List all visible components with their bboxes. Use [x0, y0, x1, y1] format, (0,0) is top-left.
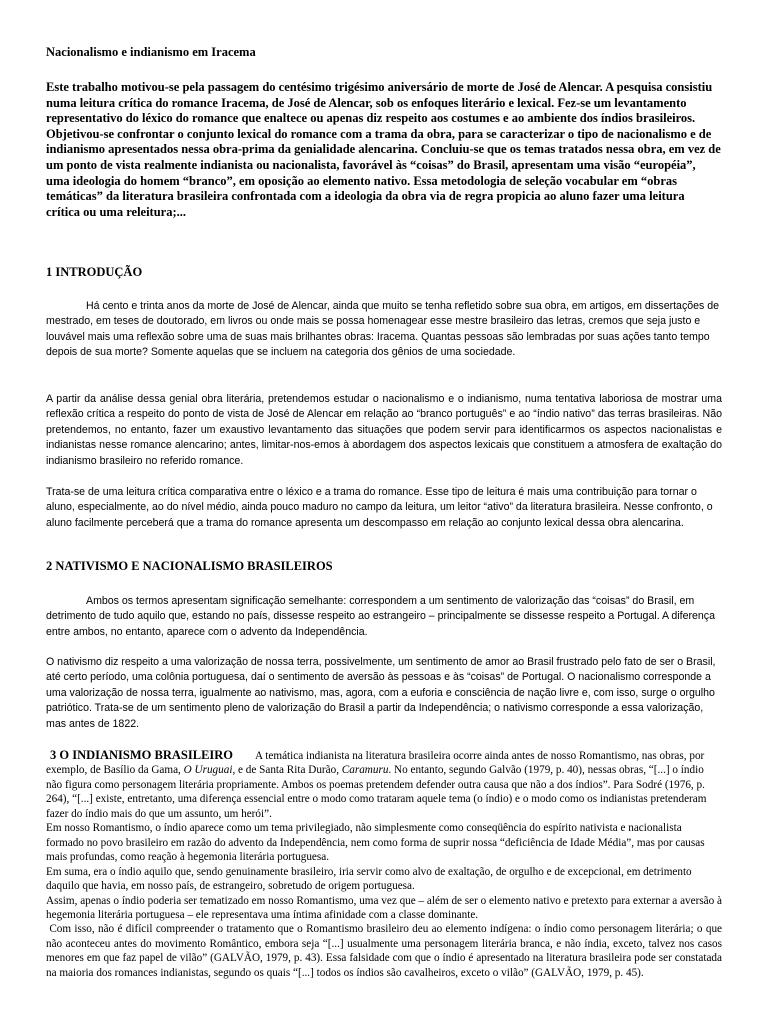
section-1-paragraph-2: A partir da análise dessa genial obra literária, pretendemos estudar o nacionalismo e o indianismo, numa tentativa laboriosa de mostrar uma reflexão crítica a respeito do ponto de vista de José de Alencar em relação ao “branco português” e ao “índio nativo” das terras brasileiras. Não pretendemos, no entanto, fazer um exaustivo levantamento das situações que podem servir para identificarmos os aspectos nacionalistas e indianistas nesse romance alencarino; antes, limitar-nos-emos à abordagem dos aspectos lexicais que constituem a atmosfera de exaltação do indianismo brasileiro no referido romance.	[46, 393, 722, 467]
section-2-heading: 2 NATIVISMO E NACIONALISMO BRASILEIROS	[46, 559, 333, 573]
document-title: Nacionalismo e indianismo em Iracema	[46, 45, 256, 59]
section-3-paragraph-4: Assim, apenas o índio poderia ser tematizado em nosso Romantismo, uma vez que – além de ser o elemento nativo e pretexto para externar a aversão à hegemonia literária portuguesa – ele representava uma íntima afinidade com a classe dominante.	[46, 894, 722, 921]
section-3-paragraph-3: Em suma, era o índio aquilo que, sendo genuinamente brasileiro, iria servir como alvo de exaltação, de orgulho e de excepcional, em detrimento daquilo que havia, em nosso país, de estrangeiro, sobretudo de origem portuguesa.	[46, 865, 692, 893]
section-3-paragraph-1: 3 O INDIANISMO BRASILEIRO A temática indianista na literatura brasileira ocorre ainda antes de nosso Romantismo, nas obras, por exemplo, de Basílio da Gama, O Uruguai, e de Santa Rita Durão, Caramuru. No entanto, segundo Galvão (1979, p. 40), nessas obras, “[...] o índio não figura como personagem literária propriamente. Ambos os poemas pretendem defender outra causa que não a dos índios”. Para Sodré (1976, p. 264), “[...] existe, entretanto, uma diferença essencial entre o modo como trataram aquele tema (o índio) e o modo como os indianistas pretenderam fazer do índio mais do que um assunto, um herói”.	[46, 748, 707, 820]
section-1-paragraph-1: Há cento e trinta anos da morte de José de Alencar, ainda que muito se tenha refletido sobre sua obra, em artigos, em dissertações de mestrado, em teses de doutorado, em livros ou onde mais se possa homenagear esse mestre brasileiro das letras, cremos que seja justo e louvável mais uma reflexão sobre uma de suas mais brilhantes obras: Iracema. Quantas pessoas são lembradas por suas ações tanto tempo depois de sua morte? Somente aquelas que se incluem na categoria dos gênios de uma sociedade.	[46, 300, 720, 359]
work-title-caramuru: Caramuru	[341, 764, 389, 777]
section-2-paragraph-2: O nativismo diz respeito a uma valorização de nossa terra, possivelmente, um sentimento de amor ao Brasil frustrado pelo fato de ser o Brasil, até certo período, uma colônia portuguesa, daí o sentimento de aversão às pessoas e às “coisas” de Portugal. O nacionalismo corresponde a uma valorização de nossa terra, igualmente ao nativismo, mas, agora, com a euforia e consciência de nação livre e, com isso, surge o orgulho patriótico. Trata-se de um sentimento pleno de valorização do Brasil a partir da Independência; o nativismo corresponde a essa valorização, mas antes de 1822.	[46, 656, 716, 730]
section-2-paragraph-1: Ambos os termos apresentam significação semelhante: correspondem a um sentimento de valorização das “coisas” do Brasil, em detrimento de tudo aquilo que, estando no país, dissesse respeito ao estrangeiro – principalmente se dissesse respeito a Portugal. A diferença entre ambos, no entanto, aparece com o advento da Independência.	[46, 595, 715, 638]
work-title-o-uruguai: O Uruguai	[183, 764, 233, 777]
section-1-paragraph-3: Trata-se de uma leitura crítica comparativa entre o léxico e a trama do romance. Esse tipo de leitura é mais uma contribuição para tornar o aluno, especialmente, ao do nível médio, ainda pouco maduro no campo da leitura, um leitor “ativo” da literatura brasileira. Nesse confronto, o aluno facilmente perceberá que a trama do romance apresenta um descompasso em relação ao conjunto lexical dessa obra alencarina.	[46, 486, 713, 529]
section-3	[46, 748, 725, 980]
section-3-heading: 3 O INDIANISMO BRASILEIRO	[50, 748, 234, 762]
abstract-paragraph: Este trabalho motivou-se pela passagem do centésimo trigésimo aniversário de morte de José de Alencar. A pesquisa consistiu numa leitura crítica do romance Iracema, de José de Alencar, sob os enfoques literário e lexical. Fez-se um levantamento representativo do léxico do romance que enaltece ou apenas diz respeito aos costumes e ao ambiente dos índios brasileiros. Objetivou-se confrontar o conjunto lexical do romance com a trama da obra, para se caracterizar o tipo de nacionalismo e de indianismo apresentados nessa obra-prima da genialidade alencarina. Concluiu-se que os temas tratados nessa obra, em vez de um ponto de vista realmente indianista ou nacionalista, favorável às “coisas” do Brasil, apresentam uma visão “européia”, uma ideologia do homem “branco”, em oposição ao elemento nativo. Essa metodologia de seleção vocabular em “obras temáticas” da literatura brasileira confrontada com a ideologia da obra via de regra propicia ao aluno fazer uma leitura crítica ou uma releitura;...	[46, 80, 721, 219]
section-3-paragraph-5: Com isso, não é difícil compreender o tratamento que o Romantismo brasileiro deu ao elemento indígena: o índio como personagem literária; o que não aconteceu antes do movimento Romântico, embora seja “[...] usualmente uma personagem literária branca, e não índia, exceto, talvez nos casos menores em que faz papel de vilão” (GALVÃO, 1979, p. 43). Essa falsidade com que o índio é apresentado na literatura brasileira pode ser constatada na maioria dos romances indianistas, segundo os quais “[...] todos os índios são cavalheiros, exceto o vilão” (GALVÃO, 1979, p. 45).	[46, 923, 725, 979]
section-1-heading: 1 INTRODUÇÃO	[46, 265, 143, 279]
section-3-paragraph-2: Em nosso Romantismo, o índio aparece como um tema privilegiado, não simplesmente como conseqüência do espírito nativista e nacionalista formado no povo brasileiro em razão do advento da Independência, nem como forma de suprir nossa “deficiência de Idade Média”, mas por causas mais profundas, como reação à hegemonia literária portuguesa.	[46, 822, 705, 864]
